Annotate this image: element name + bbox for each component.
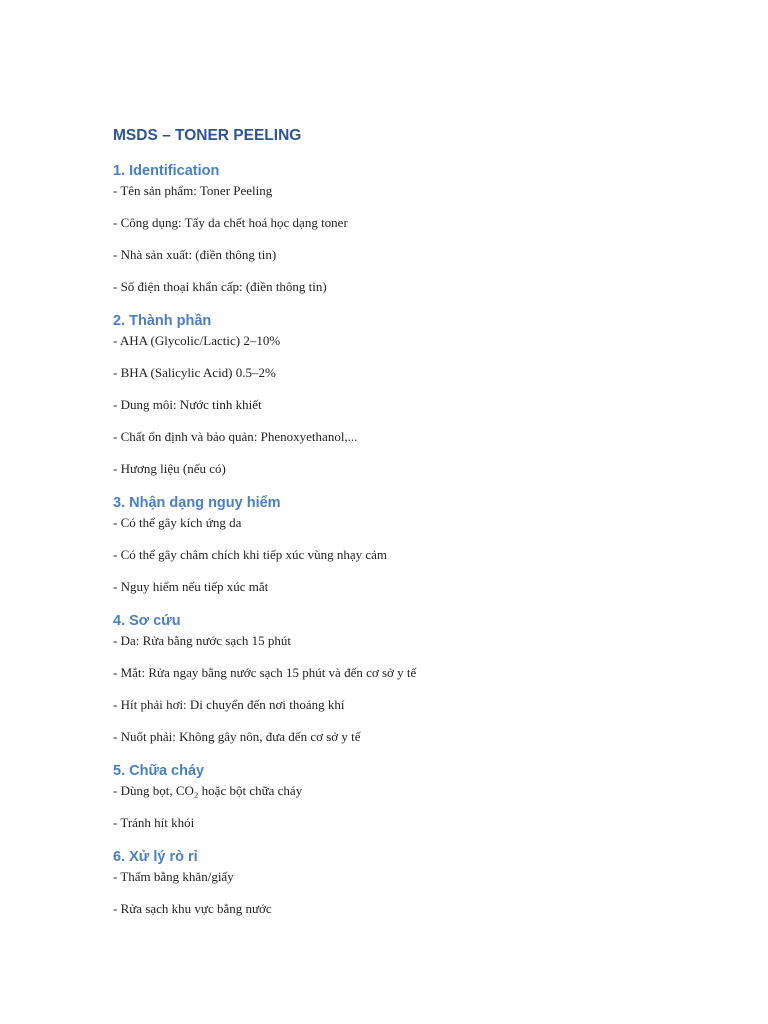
document-title: MSDS – TONER PEELING (113, 127, 302, 144)
list-item: - Công dụng: Tẩy da chết hoá học dạng toner (113, 215, 348, 230)
list-item: - Chất ổn định và bảo quản: Phenoxyethanol,... (113, 429, 358, 444)
list-item: - Nuốt phải: Không gây nôn, đưa đến cơ sở y tế (113, 729, 361, 744)
section-heading: 2. Thành phần (113, 313, 212, 329)
spacer (113, 148, 713, 161)
section-spill-handling (113, 847, 713, 919)
section-heading: 1. Identification (113, 163, 220, 179)
list-item: - Tránh hít khói (113, 815, 195, 830)
list-item: - Có thể gây kích ứng da (113, 515, 242, 530)
section-heading: 3. Nhận dạng nguy hiểm (113, 495, 281, 511)
list-item: - BHA (Salicylic Acid) 0.5–2% (113, 365, 276, 380)
list-item: - Da: Rửa bằng nước sạch 15 phút (113, 633, 292, 648)
list-item: - Hít phải hơi: Di chuyển đến nơi thoáng khí (113, 697, 345, 712)
list-item: - AHA (Glycolic/Lactic) 2–10% (113, 333, 281, 348)
list-item: - Hương liệu (nếu có) (113, 461, 226, 476)
section-ingredients (113, 311, 713, 479)
list-item: - Rửa sạch khu vực bằng nước (113, 901, 272, 916)
list-item: - Nhà sản xuất: (điền thông tin) (113, 247, 277, 262)
document-page (113, 124, 713, 919)
list-item: - Nguy hiểm nếu tiếp xúc mắt (113, 579, 269, 594)
list-item: - Có thể gây châm chích khi tiếp xúc vùng nhạy cảm (113, 547, 388, 562)
list-item: - Dùng bọt, CO₂ hoặc bột chữa cháy (113, 783, 303, 798)
section-first-aid (113, 611, 713, 747)
list-item: - Mắt: Rửa ngay bằng nước sạch 15 phút và đến cơ sở y tế (113, 665, 417, 680)
list-item: - Số điện thoại khẩn cấp: (điền thông tin) (113, 279, 327, 294)
list-item: - Thấm bằng khăn/giấy (113, 869, 234, 884)
section-firefighting (113, 761, 713, 833)
section-heading: 4. Sơ cứu (113, 613, 181, 629)
section-hazards (113, 493, 713, 597)
section-heading: 5. Chữa cháy (113, 763, 205, 779)
section-heading: 6. Xử lý rò rỉ (113, 849, 198, 865)
list-item: - Tên sản phẩm: Toner Peeling (113, 183, 273, 198)
section-identification (113, 161, 713, 297)
list-item: - Dung môi: Nước tinh khiết (113, 397, 262, 412)
